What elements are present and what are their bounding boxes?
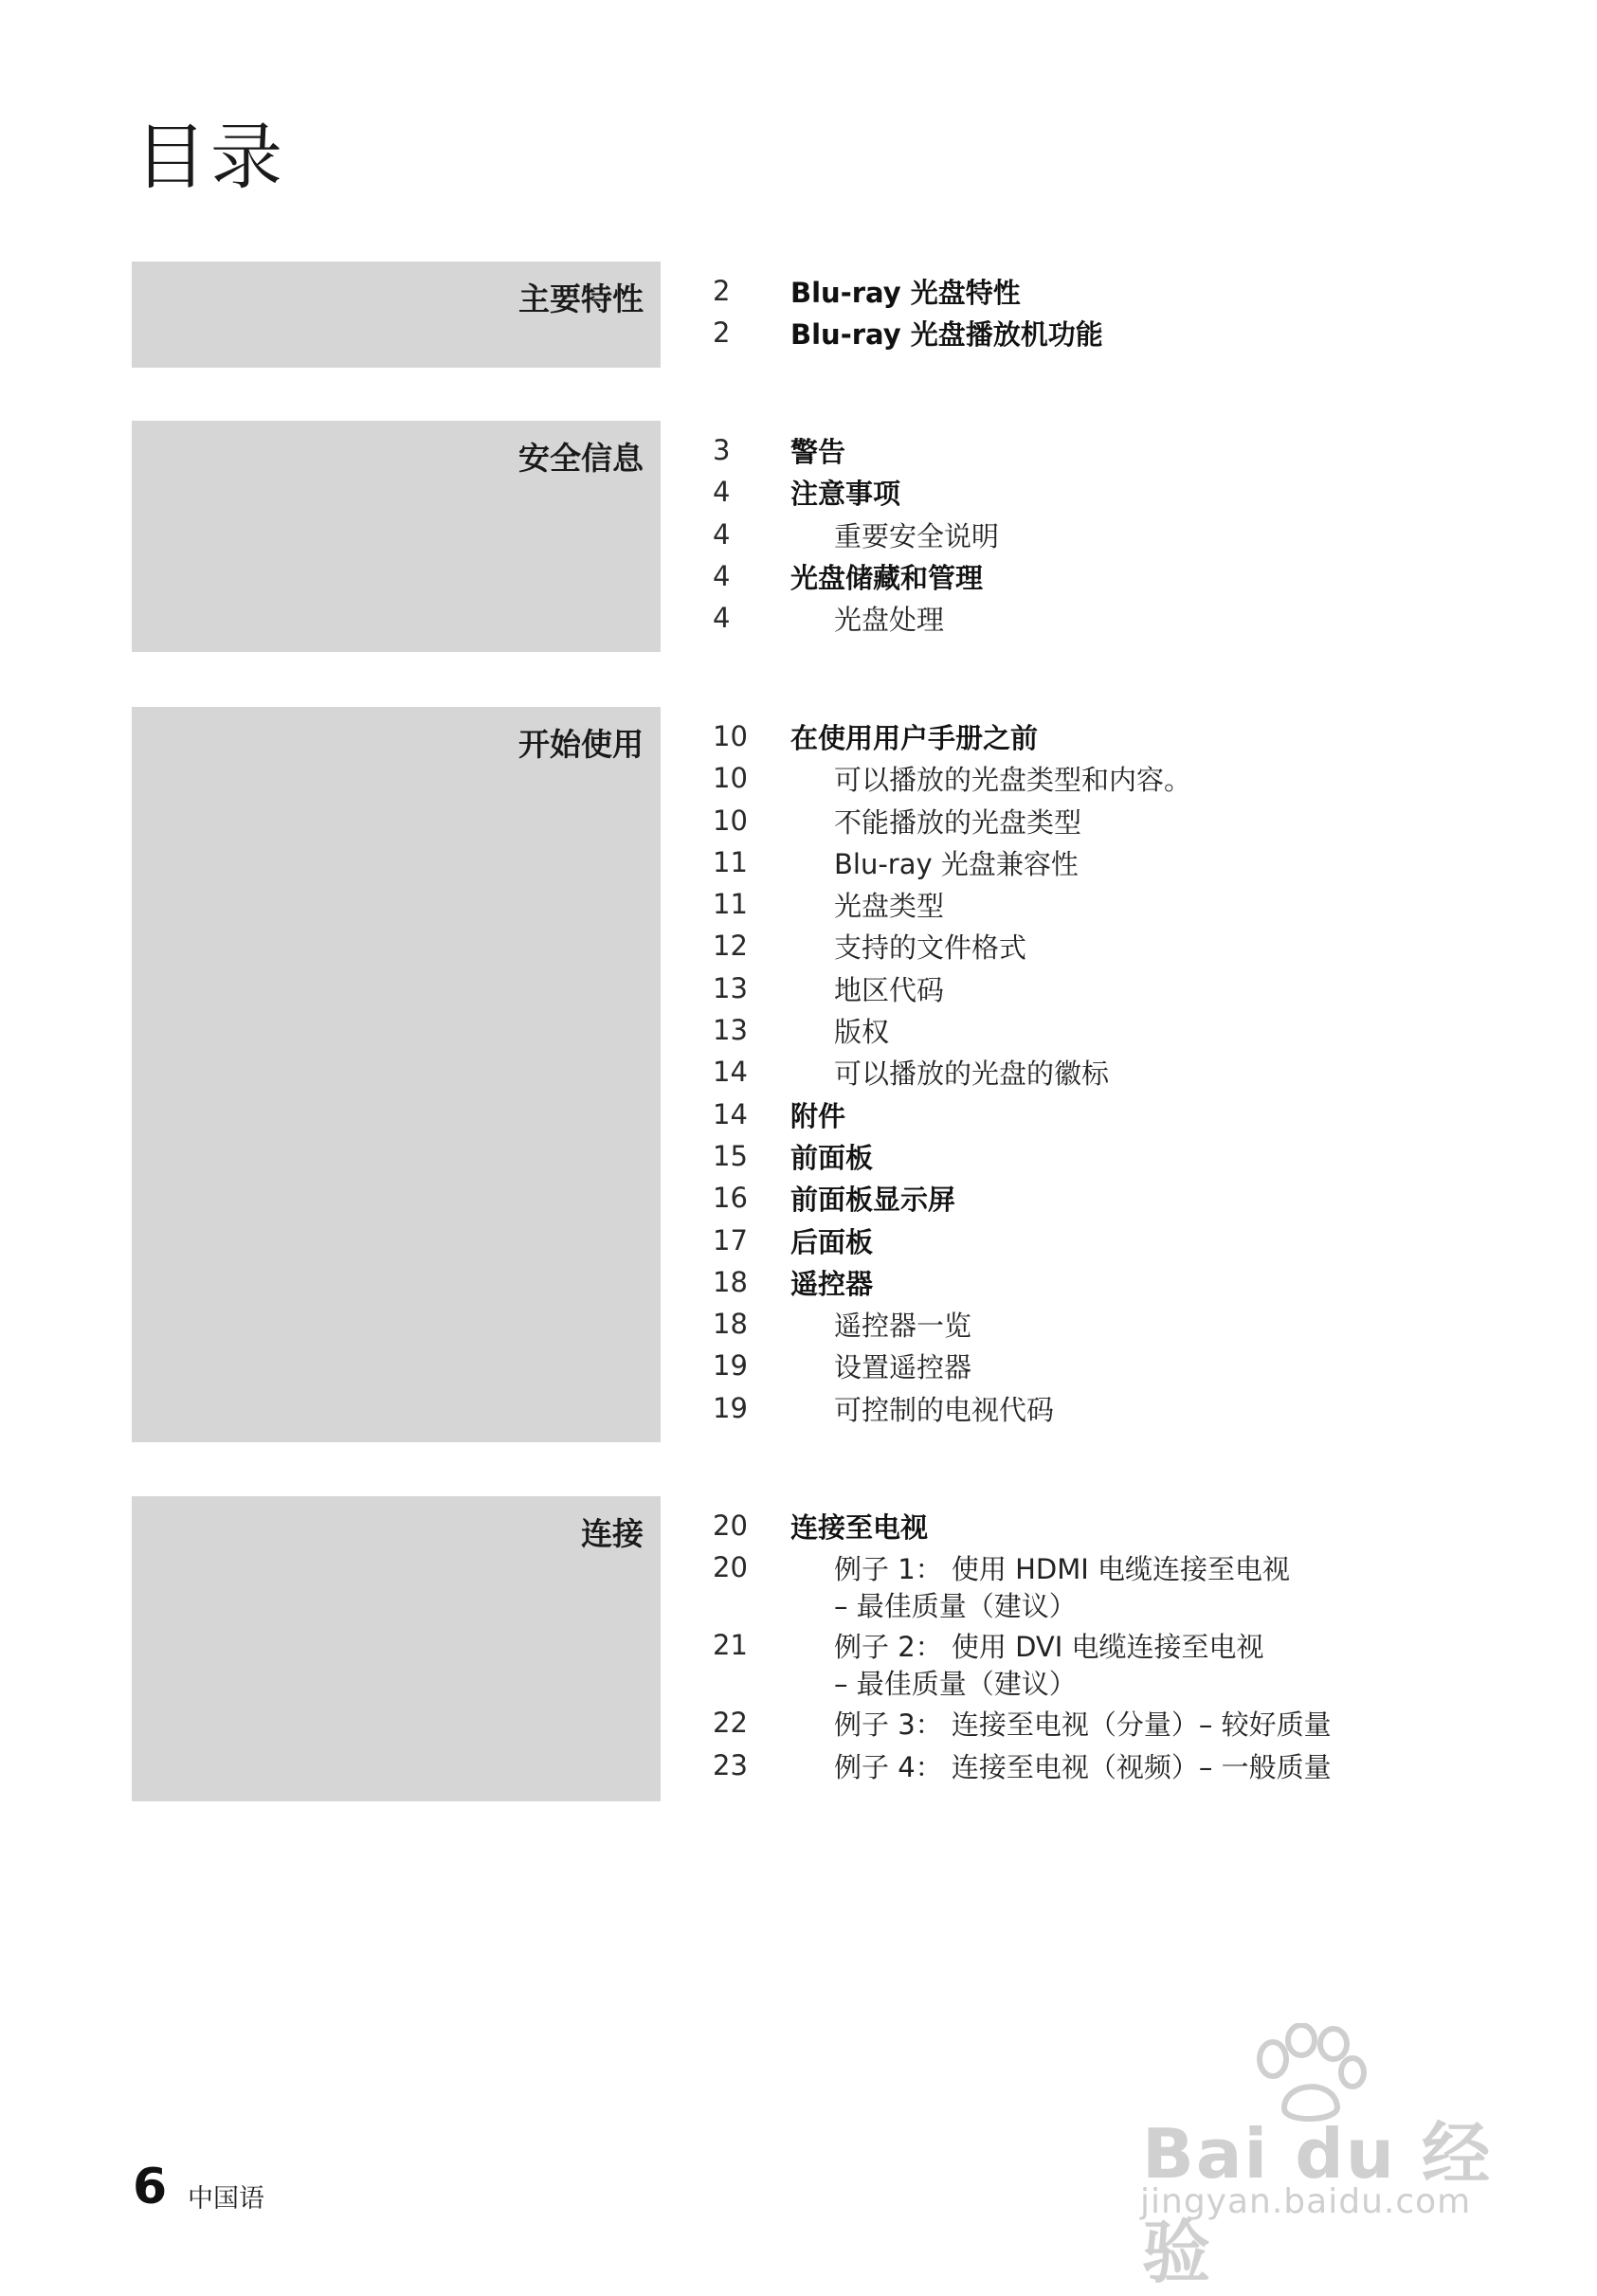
toc-entries	[713, 1510, 1566, 1791]
page-number: 18	[713, 1308, 748, 1341]
toc-entry[interactable]	[713, 1392, 1566, 1434]
toc-entry[interactable]	[713, 476, 1566, 517]
entry-title: 重要安全说明	[834, 519, 1000, 552]
section-label-box	[132, 421, 661, 652]
page-number: 4	[713, 517, 731, 551]
section-label: 连接	[581, 1515, 644, 1552]
toc-entry[interactable]	[713, 720, 1566, 762]
entry-title: 不能播放的光盘类型	[834, 805, 1082, 839]
entry-title: 前面板显示屏	[790, 1184, 956, 1217]
section-label-box	[132, 1496, 661, 1801]
toc-entry[interactable]	[713, 1266, 1566, 1308]
entry-title: 版权	[834, 1016, 890, 1049]
page-number: 11	[713, 845, 748, 878]
entry-title: Blu-ray 光盘特性	[790, 277, 1021, 309]
entry-title: 可以播放的光盘类型和内容。	[834, 764, 1192, 797]
entry-title: 连接至电视	[790, 1511, 929, 1544]
page-number: 4	[713, 602, 731, 635]
page-number: 20	[713, 1510, 748, 1542]
entry-title: 警告	[790, 436, 846, 468]
watermark	[1133, 2023, 1512, 2292]
toc-entry[interactable]	[713, 1056, 1566, 1097]
watermark-url: jingyan.baidu.com	[1140, 2182, 1472, 2221]
toc-entries	[713, 434, 1566, 643]
page-number: 13	[713, 1014, 748, 1047]
page-number: 21	[713, 1629, 748, 1662]
toc-entry[interactable]	[713, 1224, 1566, 1266]
page-number: 14	[713, 1097, 748, 1130]
section-label-box	[132, 262, 661, 368]
toc-entry[interactable]	[713, 1749, 1566, 1791]
section-label: 开始使用	[518, 726, 644, 763]
page-number: 4	[713, 559, 731, 592]
toc-entry[interactable]	[713, 434, 1566, 476]
page-number: 23	[713, 1748, 748, 1781]
toc-entry[interactable]	[713, 1182, 1566, 1223]
page-number: 19	[713, 1391, 748, 1424]
entry-title: 注意事项	[790, 478, 901, 511]
page-number: 17	[713, 1223, 748, 1256]
toc-entry[interactable]	[713, 1014, 1566, 1056]
entry-title-block	[834, 1551, 1290, 1625]
page-number: 10	[713, 804, 748, 837]
page-title: 目录	[135, 115, 286, 199]
page-number: 15	[713, 1139, 748, 1172]
page-number: 4	[713, 476, 731, 509]
page-number: 13	[713, 971, 748, 1004]
toc-entry[interactable]	[713, 602, 1566, 643]
entry-title: 可以播放的光盘的徽标	[834, 1058, 1110, 1091]
page-number: 19	[713, 1349, 748, 1383]
toc-entry[interactable]	[713, 1629, 1566, 1707]
toc-entry[interactable]	[713, 1551, 1566, 1629]
section-label: 安全信息	[518, 440, 644, 477]
page-number: 11	[713, 888, 748, 921]
page-number-footer: 6	[133, 2159, 168, 2215]
toc-entry[interactable]	[713, 972, 1566, 1014]
page-number: 10	[713, 720, 748, 752]
section-label: 主要特性	[518, 280, 644, 317]
toc-entry[interactable]	[713, 1098, 1566, 1140]
entry-title: 在使用用户手册之前	[790, 722, 1039, 754]
page-number: 3	[713, 434, 731, 466]
page-number: 16	[713, 1182, 748, 1215]
page-number: 20	[713, 1551, 748, 1584]
watermark-brand: Bai du 经验	[1142, 2114, 1493, 2292]
toc-entry[interactable]	[713, 762, 1566, 804]
page-number: 12	[713, 930, 748, 963]
entry-title: 例子 1： 使用 HDMI 电缆连接至电视	[834, 1553, 1291, 1586]
toc-entries	[713, 720, 1566, 1434]
entry-title: 光盘类型	[834, 890, 945, 923]
toc-entry[interactable]	[713, 930, 1566, 971]
entry-title: Blu-ray 光盘播放机功能	[790, 318, 1103, 352]
entry-subtitle: – 最佳质量（建议）	[834, 1590, 1077, 1623]
toc-entry[interactable]	[713, 888, 1566, 930]
toc-entry[interactable]	[713, 805, 1566, 846]
entry-title: 光盘处理	[834, 604, 945, 637]
page-number: 14	[713, 1056, 748, 1089]
toc-entry[interactable]	[713, 518, 1566, 560]
entry-title: 可控制的电视代码	[834, 1393, 1055, 1426]
toc-entry[interactable]	[713, 846, 1566, 888]
toc-entry[interactable]	[713, 1140, 1566, 1182]
toc-entry[interactable]	[713, 560, 1566, 602]
entry-title: 遥控器	[790, 1267, 874, 1300]
toc-entry[interactable]	[713, 1308, 1566, 1349]
toc-entry[interactable]	[713, 1707, 1566, 1748]
entry-title: 后面板	[790, 1225, 874, 1258]
page-number: 22	[713, 1707, 748, 1740]
page-number: 18	[713, 1265, 748, 1298]
toc-entry[interactable]	[713, 1349, 1566, 1391]
entry-title: 前面板	[790, 1141, 874, 1174]
entry-title: 例子 2： 使用 DVI 电缆连接至电视	[834, 1631, 1264, 1664]
entry-title: 附件	[790, 1099, 846, 1132]
page-number: 10	[713, 762, 748, 795]
toc-entry[interactable]	[713, 316, 1566, 358]
entry-title: 地区代码	[834, 973, 945, 1006]
entry-title: Blu-ray 光盘兼容性	[834, 847, 1079, 880]
toc-entry[interactable]	[713, 275, 1566, 316]
entry-title: 光盘储藏和管理	[790, 561, 984, 594]
section-label-box	[132, 707, 661, 1442]
entry-title: 例子 3： 连接至电视（分量）– 较好质量	[834, 1708, 1332, 1742]
entry-title: 遥控器一览	[834, 1310, 972, 1343]
toc-entries	[713, 275, 1566, 359]
language-label: 中国语	[188, 2184, 264, 2214]
entry-subtitle: – 最佳质量（建议）	[834, 1668, 1077, 1701]
entry-title: 例子 4： 连接至电视（视频）– 一般质量	[834, 1750, 1332, 1783]
entry-title: 支持的文件格式	[834, 931, 1027, 965]
entry-title: 设置遥控器	[834, 1351, 972, 1384]
page-number: 2	[713, 275, 731, 307]
entry-title-block	[834, 1629, 1264, 1703]
toc-entry[interactable]	[713, 1510, 1566, 1551]
page-number: 2	[713, 316, 731, 350]
